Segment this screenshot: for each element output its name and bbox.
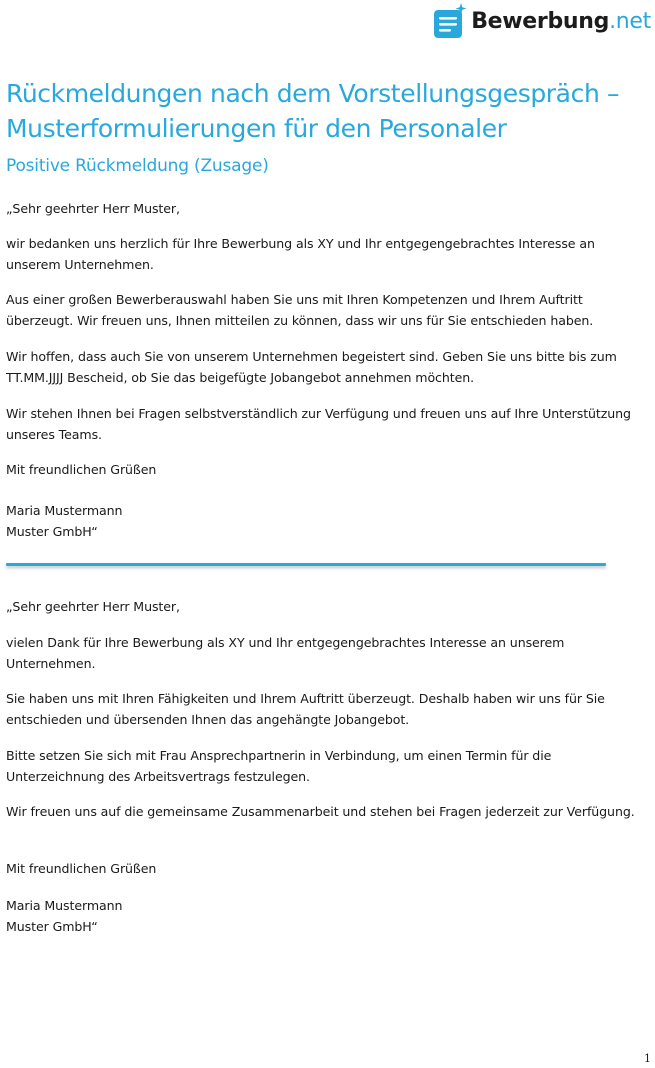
letter1-salutation: „Sehr geehrter Herr Muster, <box>6 201 180 216</box>
letter1-paragraph-3-block <box>6 347 646 388</box>
letter1-closing-block <box>6 460 646 481</box>
document-sparkle-icon <box>433 2 467 40</box>
section-subtitle: Positive Rückmeldung (Zusage) <box>6 156 269 176</box>
letter1-paragraph-2: Aus einer großen Bewerberauswahl haben Sie uns mit Ihren Kompetenzen und Ihrem Auftritt überzeugt. Wir freuen uns, Ihnen mitteilen zu können, dass wir uns für Sie entschieden haben. <box>6 292 594 328</box>
letter1-sender-name: Maria Mustermann <box>6 503 123 518</box>
page-title: Rückmeldungen nach dem Vorstellungsgespräch – Musterformulierungen für den Personaler <box>6 79 620 143</box>
letter1-paragraph-4: Wir stehen Ihnen bei Fragen selbstverständlich zur Verfügung und freuen uns auf Ihre Unterstützung unseres Teams. <box>6 406 631 442</box>
letter2-sender-name: Maria Mustermann <box>6 898 123 913</box>
letter2-paragraph-1-block <box>6 633 646 674</box>
letter1-closing: Mit freundlichen Grüßen <box>6 462 157 477</box>
letter2-paragraph-3: Bitte setzen Sie sich mit Frau Ansprechpartnerin in Verbindung, um einen Termin für die Unterzeichnung des Arbeitsvertrags festzulegen. <box>6 748 552 784</box>
letter2-paragraph-4: Wir freuen uns auf die gemeinsame Zusammenarbeit und stehen bei Fragen jederzeit zur Verfügung. <box>6 804 635 819</box>
logo-wordmark <box>471 9 651 34</box>
logo-tld: .net <box>609 8 651 34</box>
letter2-paragraph-1: vielen Dank für Ihre Bewerbung als XY und Ihr entgegengebrachtes Interesse an unserem Unternehmen. <box>6 635 565 671</box>
letter2-salutation-block <box>6 597 646 618</box>
letter1-sender-company: Muster GmbH“ <box>6 523 98 539</box>
letter1-paragraph-1-block <box>6 234 646 275</box>
letter2-paragraph-2-block <box>6 689 646 730</box>
letter2-closing-block <box>6 859 646 880</box>
letter2-paragraph-4-block <box>6 802 646 823</box>
page-number: 1 <box>644 1052 651 1065</box>
letter1-paragraph-3: Wir hoffen, dass auch Sie von unserem Unternehmen begeistert sind. Geben Sie uns bitte bis zum TT.MM.JJJJ Bescheid, ob Sie das beigefügte Jobangebot annehmen möchten. <box>6 349 617 385</box>
letter1-paragraph-4-block <box>6 404 646 445</box>
letter2-closing: Mit freundlichen Grüßen <box>6 861 157 876</box>
letter2-signature-block <box>6 896 646 937</box>
letter2-paragraph-2: Sie haben uns mit Ihren Fähigkeiten und Ihrem Auftritt überzeugt. Deshalb haben wir uns für Sie entschieden und übersenden Ihnen das angehängte Jobangebot. <box>6 691 605 727</box>
letter1-salutation-block <box>6 199 646 220</box>
letter1-paragraph-1: wir bedanken uns herzlich für Ihre Bewerbung als XY und Ihr entgegengebrachtes Interesse an unserem Unternehmen. <box>6 236 595 272</box>
letter2-sender-company: Muster GmbH“ <box>6 918 98 934</box>
section-divider <box>6 563 606 566</box>
letter1-paragraph-2-block <box>6 290 646 331</box>
letter2-salutation: „Sehr geehrter Herr Muster, <box>6 599 180 614</box>
letter1-signature-block <box>6 501 646 542</box>
brand-logo[interactable] <box>433 2 651 40</box>
letter2-paragraph-3-block <box>6 746 646 787</box>
logo-brand: Bewerbung <box>471 8 610 34</box>
